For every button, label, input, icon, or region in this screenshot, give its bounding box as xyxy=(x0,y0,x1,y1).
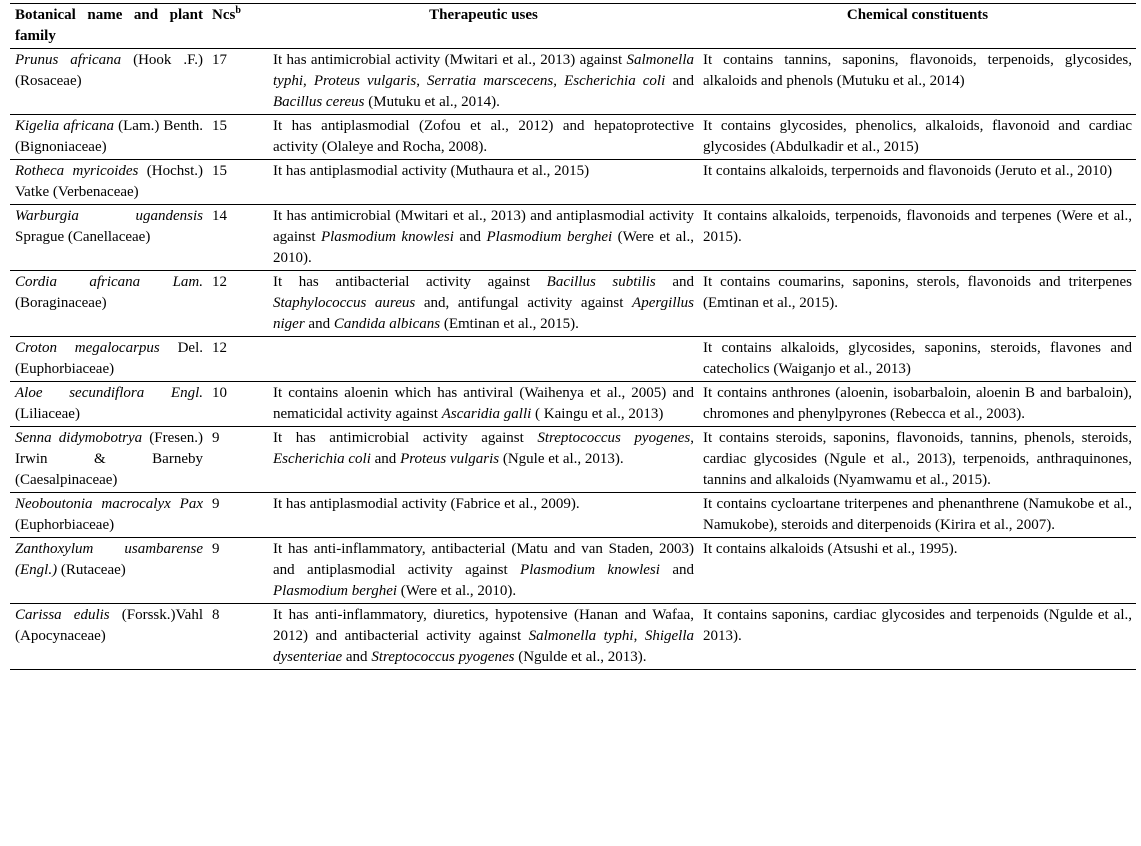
italic-text: Plasmodium berghei xyxy=(273,583,398,599)
text-run: It contains aloenin which has antiviral (Waihenya et al., 2005) and nematicidal activity against xyxy=(273,385,694,422)
cell-botanical-name xyxy=(10,538,207,604)
table-header-row xyxy=(10,4,1136,49)
table-row xyxy=(10,427,1136,493)
text-run: (Rutaceae) xyxy=(57,562,126,578)
table-row xyxy=(10,49,1136,115)
header-ncs xyxy=(207,4,268,49)
italic-text: Staphylococcus aureus xyxy=(273,295,416,311)
italic-text: Plasmodium knowlesi xyxy=(520,562,660,578)
cell-chemical-constituents xyxy=(698,427,1136,493)
table-row xyxy=(10,538,1136,604)
cell-chemical-constituents xyxy=(698,493,1136,538)
table-row xyxy=(10,115,1136,160)
text-run: Sprague (Canellaceae) xyxy=(15,229,151,245)
italic-text: Streptococcus pyogenes xyxy=(371,649,515,665)
cell-therapeutic-uses xyxy=(268,538,698,604)
text-run: , xyxy=(416,73,428,89)
cell-therapeutic-uses xyxy=(268,205,698,271)
header-ncs-label: Ncs xyxy=(212,7,236,23)
cell-chemical-constituents xyxy=(698,115,1136,160)
cell-chemical-constituents xyxy=(698,271,1136,337)
italic-text: Bacillus subtilis xyxy=(546,274,656,290)
cell-botanical-name xyxy=(10,160,207,205)
cell-therapeutic-uses xyxy=(268,427,698,493)
cell-chemical-constituents xyxy=(698,604,1136,670)
italic-text: Escherichia coli xyxy=(564,73,666,89)
cell-ncs: 10 xyxy=(207,382,268,427)
header-therapeutic-uses: Therapeutic uses xyxy=(268,4,698,49)
header-botanical-name: Botanical name and plant family xyxy=(10,4,207,49)
cell-ncs: 15 xyxy=(207,160,268,205)
text-run: and xyxy=(453,229,487,245)
cell-botanical-name xyxy=(10,115,207,160)
italic-text: Zanthoxylum usambarense (Engl.) xyxy=(15,541,203,578)
text-run: , xyxy=(303,73,314,89)
cell-ncs: 9 xyxy=(207,538,268,604)
text-run: and xyxy=(659,562,694,578)
text-run: It contains glycosides, phenolics, alkaloids, flavonoid and cardiac glycosides (Abdulkadir et al., 2015) xyxy=(703,118,1132,155)
text-run: It has antimicrobial (Mwitari et al., 2013) and antiplasmodial activity against xyxy=(273,208,694,245)
text-run: It contains saponins, cardiac glycosides and terpenoids (Ngulde et al., 2013). xyxy=(703,607,1132,644)
table-row xyxy=(10,205,1136,271)
text-run: (Mutuku et al., 2014). xyxy=(364,94,500,110)
italic-text: Escherichia coli xyxy=(273,451,371,467)
text-run: (Lam.) Benth. (Bignoniaceae) xyxy=(15,118,203,155)
cell-therapeutic-uses xyxy=(268,382,698,427)
cell-ncs: 8 xyxy=(207,604,268,670)
italic-text: Senna didymobotrya xyxy=(15,430,143,446)
italic-text: Plasmodium knowlesi xyxy=(320,229,454,245)
table-row xyxy=(10,160,1136,205)
text-run: It contains alkaloids, terpernoids and flavonoids (Jeruto et al., 2010) xyxy=(703,163,1113,179)
text-run: Del. (Euphorbiaceae) xyxy=(15,340,203,377)
text-run: and xyxy=(304,316,334,332)
text-run: It has antimicrobial activity against xyxy=(273,430,538,446)
text-run: It contains alkaloids, glycosides, saponins, steroids, flavones and catecholics (Waiganjo et al., 2013) xyxy=(703,340,1132,377)
text-run: and xyxy=(655,274,694,290)
italic-text: Prunus africana xyxy=(15,52,122,68)
italic-text: Carissa edulis xyxy=(15,607,110,623)
italic-text: Proteus vulgaris xyxy=(400,451,500,467)
italic-text: Croton megalocarpus xyxy=(15,340,160,356)
cell-therapeutic-uses xyxy=(268,337,698,382)
text-run: and, antifungal activity against xyxy=(415,295,633,311)
text-run: It contains anthrones (aloenin, isobarbaloin, aloenin B and barbaloin), chromones and phenylpyrones (Rebecca et al., 2003). xyxy=(703,385,1132,422)
header-chemical-constituents: Chemical constituents xyxy=(698,4,1136,49)
cell-botanical-name xyxy=(10,427,207,493)
cell-botanical-name xyxy=(10,337,207,382)
cell-botanical-name xyxy=(10,382,207,427)
italic-text: Rotheca myricoides xyxy=(15,163,139,179)
text-run: and xyxy=(665,73,695,89)
text-run: It contains steroids, saponins, flavonoids, tannins, phenols, steroids, cardiac glycosides (Ngule et al., 2013), terpenoids, anthraquinones, tannins and alkaloids (Nyamwamu et al., 2015). xyxy=(703,430,1132,488)
cell-therapeutic-uses xyxy=(268,493,698,538)
text-run: It contains alkaloids (Atsushi et al., 1995). xyxy=(703,541,958,557)
cell-botanical-name xyxy=(10,49,207,115)
text-run: (Were et al., 2010). xyxy=(273,229,694,266)
text-run: , xyxy=(690,430,694,446)
cell-botanical-name xyxy=(10,271,207,337)
table-row xyxy=(10,493,1136,538)
text-run: and xyxy=(342,649,372,665)
table-body xyxy=(10,49,1136,670)
cell-chemical-constituents xyxy=(698,205,1136,271)
text-run: (Forssk.)Vahl (Apocynaceae) xyxy=(15,607,204,644)
cell-chemical-constituents xyxy=(698,160,1136,205)
cell-therapeutic-uses xyxy=(268,160,698,205)
text-run: (Ngule et al., 2013). xyxy=(499,451,624,467)
text-run: , xyxy=(553,73,565,89)
text-run: ( Kaingu et al., 2013) xyxy=(531,406,664,422)
cell-ncs: 9 xyxy=(207,493,268,538)
cell-ncs: 12 xyxy=(207,337,268,382)
cell-chemical-constituents xyxy=(698,538,1136,604)
medicinal-plants-table xyxy=(10,3,1136,670)
italic-text: Bacillus cereus xyxy=(273,94,365,110)
cell-therapeutic-uses xyxy=(268,271,698,337)
cell-ncs: 17 xyxy=(207,49,268,115)
italic-text: Streptococcus pyogenes xyxy=(537,430,691,446)
italic-text: Ascaridia galli xyxy=(441,406,532,422)
text-run: (Ngulde et al., 2013). xyxy=(514,649,647,665)
text-run: It has antiplasmodial activity (Fabrice et al., 2009). xyxy=(273,496,580,512)
cell-botanical-name xyxy=(10,604,207,670)
cell-ncs: 15 xyxy=(207,115,268,160)
italic-text: Shigella dysenteriae xyxy=(273,628,694,665)
text-run: (Fresen.) Irwin & Barneby (Caesalpinaceae) xyxy=(15,430,203,488)
text-run: (Were et al., 2010). xyxy=(397,583,517,599)
italic-text: Aloe secundiflora Engl. xyxy=(15,385,203,401)
cell-botanical-name xyxy=(10,205,207,271)
italic-text: Candida albicans xyxy=(333,316,441,332)
italic-text: Plasmodium berghei xyxy=(486,229,613,245)
text-run: It has anti-inflammatory, antibacterial (Matu and van Staden, 2003) and antiplasmodial activity against xyxy=(273,541,694,578)
text-run: (Hook .F.) (Rosaceae) xyxy=(15,52,203,89)
cell-chemical-constituents xyxy=(698,337,1136,382)
text-run: (Euphorbiaceae) xyxy=(15,517,115,533)
italic-text: Warburgia ugandensis xyxy=(15,208,203,224)
cell-ncs: 12 xyxy=(207,271,268,337)
cell-therapeutic-uses xyxy=(268,49,698,115)
cell-ncs: 14 xyxy=(207,205,268,271)
cell-botanical-name xyxy=(10,493,207,538)
text-run: (Liliaceae) xyxy=(15,406,80,422)
italic-text: Neoboutonia macrocalyx Pax xyxy=(15,496,203,512)
cell-chemical-constituents xyxy=(698,49,1136,115)
cell-chemical-constituents xyxy=(698,382,1136,427)
text-run: It contains tannins, saponins, flavonoids, terpenoids, glycosides, alkaloids and phenols (Mutuku et al., 2014) xyxy=(703,52,1132,89)
italic-text: Kigelia africana xyxy=(15,118,115,134)
table-row xyxy=(10,271,1136,337)
text-run: It has antimicrobial activity (Mwitari et al., 2013) against xyxy=(273,52,627,68)
italic-text: Cordia africana Lam. xyxy=(15,274,203,290)
cell-therapeutic-uses xyxy=(268,115,698,160)
header-ncs-superscript: b xyxy=(235,5,241,16)
italic-text: Apergillus niger xyxy=(273,295,694,332)
text-run: It has antibacterial activity against xyxy=(273,274,547,290)
text-run: (Boraginaceae) xyxy=(15,295,107,311)
text-run: It contains cycloartane triterpenes and phenanthrene (Namukobe et al., Namukobe), steroids and diterpenoids (Kirira et al., 2007). xyxy=(703,496,1132,533)
text-run: and xyxy=(370,451,401,467)
italic-text: Salmonella typhi xyxy=(528,628,634,644)
text-run: (Emtinan et al., 2015). xyxy=(440,316,579,332)
text-run: It contains alkaloids, terpenoids, flavonoids and terpenes (Were et al., 2015). xyxy=(703,208,1132,245)
italic-text: Proteus vulgaris xyxy=(313,73,417,89)
table-row xyxy=(10,382,1136,427)
text-run: It has anti-inflammatory, diuretics, hypotensive (Hanan and Wafaa, 2012) and antibacterial activity against xyxy=(273,607,694,644)
italic-text: Salmonella typhi xyxy=(273,52,694,89)
table-row xyxy=(10,337,1136,382)
cell-therapeutic-uses xyxy=(268,604,698,670)
text-run: It has antiplasmodial (Zofou et al., 2012) and hepatoprotective activity (Olaleye and Rocha, 2008). xyxy=(273,118,694,155)
table-row xyxy=(10,604,1136,670)
italic-text: Serratia marscecens xyxy=(427,73,554,89)
text-run: (Hochst.) Vatke (Verbenaceae) xyxy=(15,163,203,200)
cell-ncs: 9 xyxy=(207,427,268,493)
text-run: It has antiplasmodial activity (Muthaura et al., 2015) xyxy=(273,163,590,179)
text-run: It contains coumarins, saponins, sterols, flavonoids and triterpenes (Emtinan et al., 2015). xyxy=(703,274,1132,311)
text-run: , xyxy=(633,628,645,644)
